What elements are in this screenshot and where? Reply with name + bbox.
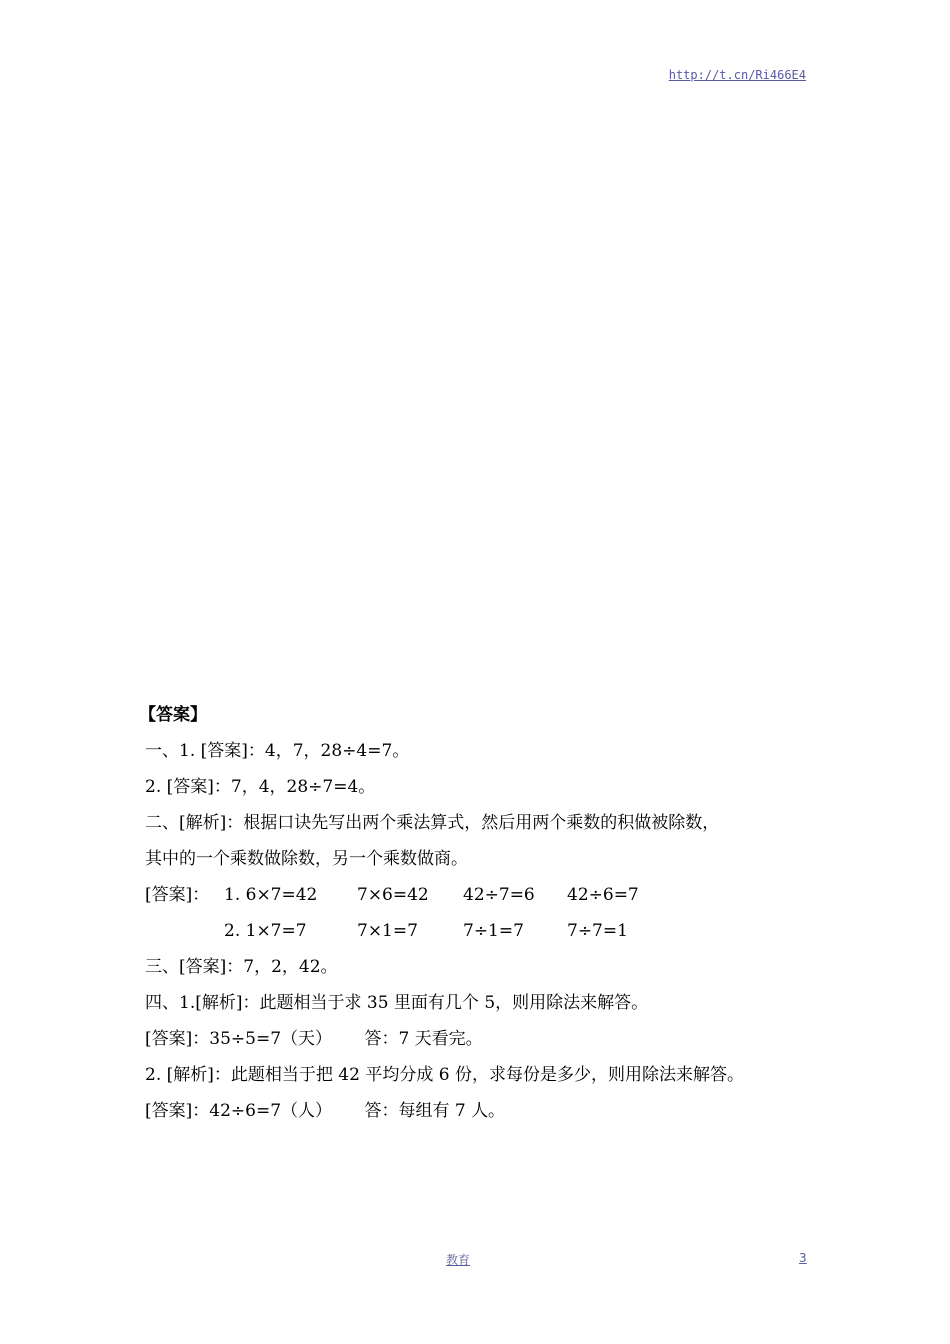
answer-line: [答案]：42÷6=7（人） 答：每组有 7 人。 (145, 1101, 506, 1121)
answer-line: 其中的一个乘数做除数，另一个乘数做商。 (145, 849, 468, 869)
page-number[interactable]: 3 (799, 1251, 807, 1265)
answer-line: 2. [答案]：7，4，28÷7=4。 (145, 777, 376, 797)
header-url-link[interactable]: http://t.cn/Ri466E4 (668, 68, 806, 82)
equation-lead: [答案]： (145, 885, 210, 905)
equation-cell: 1. 6×7=42 (224, 885, 318, 905)
equation-row (145, 877, 825, 913)
answer-line: 2. [解析]：此题相当于把 42 平均分成 6 份，求每份是多少，则用除法来解答。 (145, 1065, 744, 1085)
answer-line: 三、[答案]：7，2，42。 (145, 957, 338, 977)
equation-cell: 42÷7=6 (463, 885, 535, 905)
answer-heading: 【答案】 (139, 705, 207, 725)
answer-line: 二、[解析]：根据口诀先写出两个乘法算式，然后用两个乘数的积做被除数， (145, 813, 720, 833)
equation-cell: 7÷7=1 (567, 921, 628, 941)
equation-row (145, 913, 825, 949)
equation-cell: 42÷6=7 (567, 885, 639, 905)
footer-link[interactable]: 教育 (446, 1253, 471, 1267)
answer-line: [答案]：35÷5=7（天） 答：7 天看完。 (145, 1029, 483, 1049)
equation-cell: 2. 1×7=7 (224, 921, 307, 941)
equation-cell: 7÷1=7 (463, 921, 524, 941)
answer-line: 一、1. [答案]：4，7，28÷4=7。 (145, 741, 410, 761)
answer-line: 四、1.[解析]：此题相当于求 35 里面有几个 5，则用除法来解答。 (145, 993, 649, 1013)
equation-lead (145, 913, 224, 949)
answer-section (139, 697, 825, 1129)
equation-cell: 7×1=7 (357, 921, 418, 941)
equation-cell: 7×6=42 (357, 885, 429, 905)
